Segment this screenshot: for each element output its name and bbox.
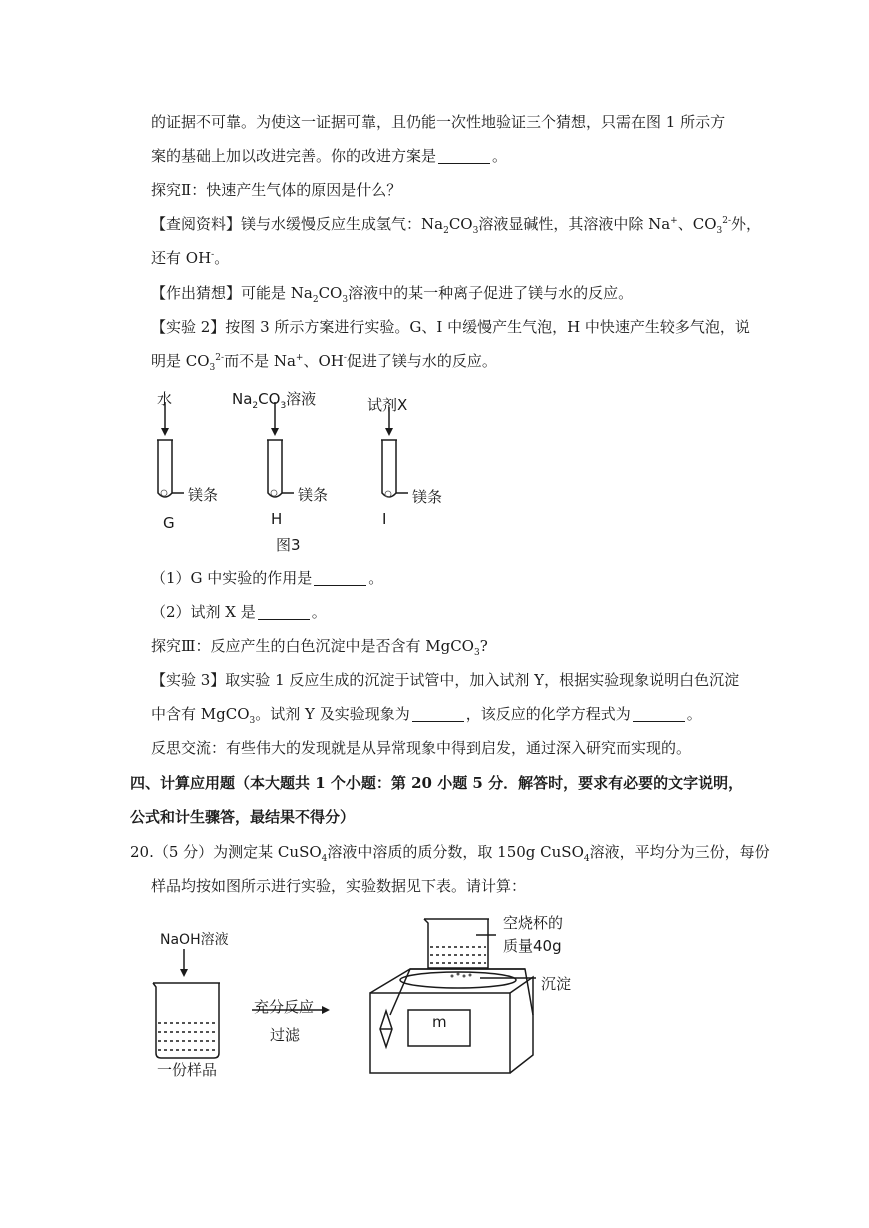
question-1: （1）G 中实验的作用是 。 [151, 569, 384, 587]
tube-label-h: H [271, 510, 283, 528]
text-line-9: 探究Ⅲ：反应产生的白色沉淀中是否含有 MgCO$_3$? [151, 637, 488, 658]
text-line-1: 的证据不可靠。为使这一证据可靠，且仍能一次性地验证三个猜想，只需在图 1 所示方 [151, 113, 726, 131]
tube-label-g: G [163, 514, 175, 532]
empty-beaker-note-1: 空烧杯的 [503, 914, 564, 932]
precipitate-icon [451, 973, 472, 978]
answer-blank[interactable] [633, 706, 685, 722]
answer-blank[interactable] [412, 706, 464, 722]
problem-20-line-1: 20.（5 分）为测定某 CuSO$_4$溶液中溶质的质分数，取 150g CuSO$_4$溶液，平均分为三份，每份 [130, 843, 770, 864]
strip-label-i: 镁条 [412, 488, 443, 506]
question-2: （2）试剂 X 是 。 [151, 603, 327, 621]
section-heading-2: 公式和计生骤答，最结果不得分） [130, 808, 356, 826]
problem-20-line-2: 样品均按如图所示进行实验，实验数据见下表。请计算： [151, 877, 527, 895]
reagent-na2co3-label: $Na_2CO_3$溶液 [232, 390, 317, 411]
strip-label-g: 镁条 [188, 486, 219, 504]
text-line-12: 反思交流：有些伟大的发现就是从异常现象中得到启发，通过深入研究而实现的。 [151, 739, 692, 757]
process-label-top: 充分反应 [254, 998, 315, 1016]
text-line-8: 明是 $CO_3^{2-}$而不是 Na+、OH-促进了镁与水的反应。 [151, 352, 497, 373]
text-line-4: 【查阅资料】镁与水缓慢反应生成氢气：$Na_2CO_3$溶液显碱性，其溶液中除 Na+、$CO_3^{2-}$外， [151, 215, 762, 236]
answer-blank[interactable] [258, 604, 310, 620]
text-line-3: 探究Ⅱ：快速产生气体的原因是什么？ [151, 181, 402, 199]
empty-beaker-note-2: 质量40g [503, 937, 562, 955]
reagent-water-label: 水 [157, 390, 173, 408]
answer-blank[interactable] [438, 148, 490, 164]
text-line-11: 中含有 MgCO$_3$。试剂 Y 及实验现象为 ，该反应的化学方程式为 。 [151, 705, 702, 726]
text-line-7: 【实验 2】按图 3 所示方案进行实验。G、I 中缓慢产生气泡，H 中快速产生较多气泡，说 [151, 318, 750, 336]
sample-label: 一份样品 [157, 1061, 218, 1079]
text-line-10: 【实验 3】取实验 1 反应生成的沉淀于试管中，加入试剂 Y，根据实验现象说明白色沉淀 [151, 671, 740, 689]
figure-3-caption: 图3 [276, 536, 301, 554]
text-line-5: 还有 OH-。 [151, 249, 230, 267]
strip-label-h: 镁条 [298, 486, 329, 504]
text-line-2: 案的基础上加以改进完善。你的改进方案是 。 [151, 147, 508, 165]
tube-label-i: I [382, 510, 387, 528]
naoh-reagent-label: NaOH溶液 [160, 932, 229, 948]
balance-display: m [432, 1013, 447, 1031]
section-heading-1: 四、计算应用题（本大题共 1 个小题：第 20 小题 5 分．解答时，要求有必要的文字说明， [130, 774, 744, 792]
figure-3-test-tubes [140, 385, 470, 560]
reagent-x-label: 试剂X [367, 396, 408, 414]
process-label-bottom: 过滤 [270, 1026, 301, 1044]
answer-blank[interactable] [314, 570, 366, 586]
text-line-6: 【作出猜想】可能是 $Na_2CO_3$溶液中的某一种离子促进了镁与水的反应。 [151, 284, 634, 305]
precipitate-label: 沉淀 [541, 975, 572, 993]
